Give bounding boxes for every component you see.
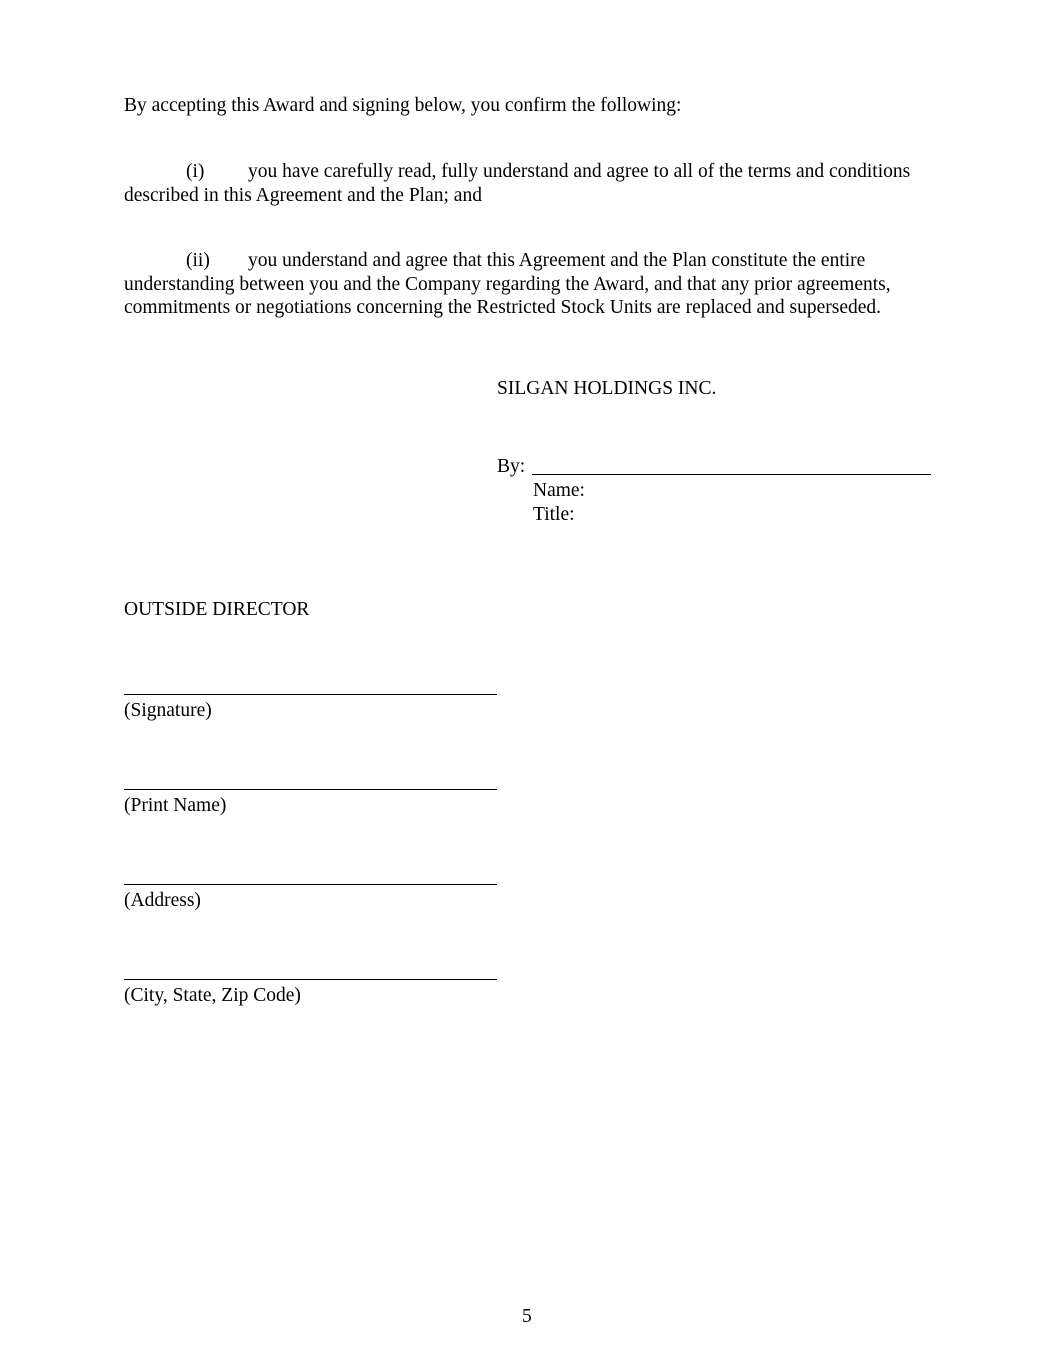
by-label: By: — [497, 456, 526, 477]
name-label: Name: — [533, 480, 585, 501]
item-marker: (i) — [186, 161, 205, 182]
intro-text: By accepting this Award and signing below, you confirm the following: — [124, 95, 682, 116]
city-state-zip-label: (City, State, Zip Code) — [124, 985, 301, 1006]
item-text: you have carefully read, fully understand and agree to all of the terms and conditions described in this Agreement and the Plan; and — [124, 161, 911, 206]
company-name: SILGAN HOLDINGS INC. — [497, 378, 717, 399]
confirmation-item-1 — [124, 160, 939, 207]
page-number: 5 — [522, 1306, 532, 1327]
print-name-line[interactable] — [124, 789, 497, 790]
signature-label: (Signature) — [124, 700, 212, 721]
print-name-label: (Print Name) — [124, 795, 227, 816]
company-signature-line[interactable] — [532, 474, 931, 475]
address-label: (Address) — [124, 890, 201, 911]
confirmation-item-2 — [124, 249, 939, 320]
title-label: Title: — [533, 504, 575, 525]
city-state-zip-line[interactable] — [124, 979, 497, 980]
signature-line[interactable] — [124, 694, 497, 695]
address-line[interactable] — [124, 884, 497, 885]
item-marker: (ii) — [186, 250, 210, 271]
item-text: you understand and agree that this Agreement and the Plan constitute the entire understanding between you and the Company regarding the Award, and that any prior agreements, commitments or negotiations concerning the Restricted Stock Units are replaced and superseded. — [124, 250, 891, 318]
director-heading: OUTSIDE DIRECTOR — [124, 599, 310, 620]
